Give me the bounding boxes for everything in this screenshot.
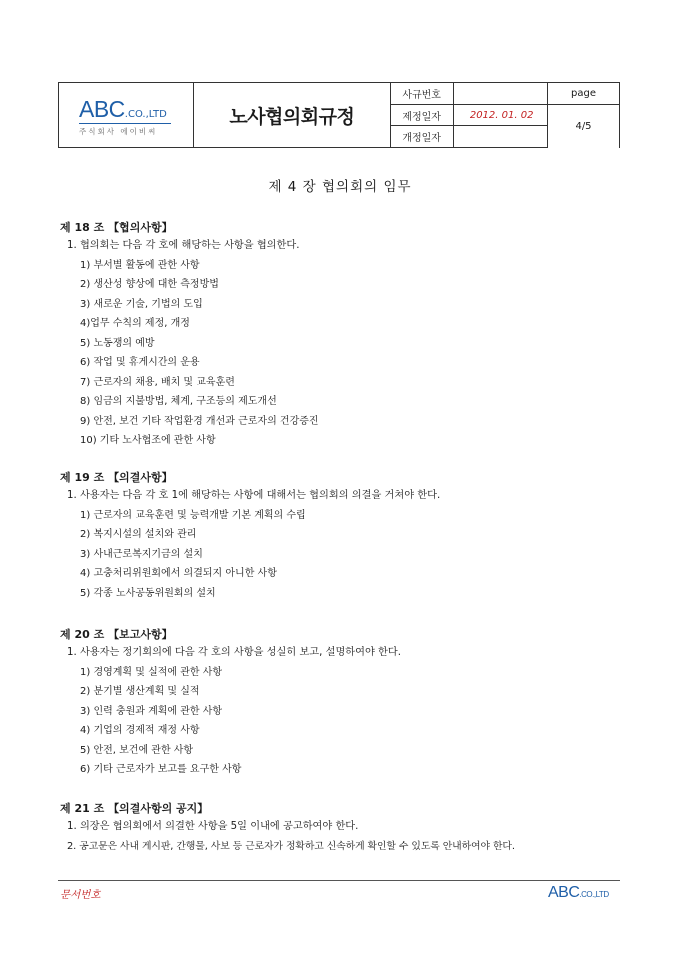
list-item: 4) 고충처리위원회에서 의결되지 아니한 사항 [80,568,277,579]
chapter-title: 제 4 장 협의회의 임무 [268,179,412,195]
page-number: 4/5 [548,105,619,148]
article-clause: 1. 의장은 협의회에서 의결한 사항을 5일 이내에 공고하여야 한다. [67,821,359,832]
list-item: 9) 안전, 보건 기타 작업환경 개선과 근로자의 건강증진 [80,415,319,427]
list-item: 3) 사내근로복지기금의 설치 [80,548,203,560]
logo-cell [59,83,194,147]
page-column [547,83,619,147]
document-title: 노사협의회규정 [229,105,355,128]
article-clause: 1. 사용자는 다음 각 호 1에 해당하는 사항에 대해서는 협의회의 의결을 거쳐야 한다. [67,490,441,501]
article-18 [60,220,640,451]
meta-value [454,126,551,147]
article-20 [60,627,640,780]
list-item: 3) 새로운 기술, 기법의 도입 [80,298,203,310]
article-heading [60,801,640,817]
article-name: 【의결사항의 공지】 [108,802,209,815]
article-name: 【협의사항】 [108,221,173,234]
meta-value [454,83,551,104]
title-cell [194,83,391,147]
meta-label: 사규번호 [391,83,454,104]
list-item: 1) 경영계획 및 실적에 관한 사항 [80,666,223,678]
list-item: 8) 임금의 지불방법, 체계, 구조등의 제도개선 [80,396,277,407]
footer-logo [548,884,609,902]
list-item: 6) 기타 근로자가 보고를 요구한 사항 [80,764,242,775]
established-date: 2012. 01. 02 [454,105,551,126]
list-item: 5) 안전, 보건에 관한 사항 [80,744,194,756]
logo-main-text: ABC [79,96,125,122]
article-number: 제 21 조 [60,802,105,815]
article-21 [60,801,640,856]
list-item: 5) 노동쟁의 예방 [80,337,155,349]
article-19 [60,470,640,603]
list-item: 7) 근로자의 채용, 배치 및 교육훈련 [80,376,235,388]
list-item: 2) 복지시설의 설치와 관리 [80,529,197,540]
article-number: 제 20 조 [60,628,105,641]
article-heading [60,220,640,236]
article-number: 제 19 조 [60,471,105,484]
list-item: 1) 근로자의 교육훈련 및 능력개발 기본 계획의 수립 [80,509,306,521]
list-item: 4) 기업의 경제적 재정 사항 [80,725,200,736]
article-number: 제 18 조 [60,221,105,234]
list-item: 2) 생산성 향상에 대한 측정방법 [80,279,219,290]
meta-label: 제정일자 [391,105,454,126]
list-item: 10) 기타 노사협조에 관한 사항 [80,435,216,446]
list-item: 2) 분기별 생산계획 및 실적 [80,686,200,697]
document-header [58,82,620,148]
company-logo [79,98,179,137]
list-item: 3) 인력 충원과 계획에 관한 사항 [80,705,223,717]
article-heading [60,470,640,486]
article-clause: 1. 협의회는 다음 각 호에 해당하는 사항을 협의한다. [67,240,300,251]
article-clause: 1. 사용자는 정기회의에 다음 각 호의 사항을 성실히 보고, 설명하여야 한다. [67,647,401,658]
meta-label: 개정일자 [391,126,454,147]
article-name: 【의결사항】 [108,471,173,484]
article-name: 【보고사항】 [108,628,173,641]
footer-logo-main: ABC [548,884,580,901]
list-item: 1) 부서별 활동에 관한 사항 [80,259,200,271]
list-item: 6) 작업 및 휴게시간의 운용 [80,357,200,368]
footer-divider [58,880,620,881]
document-number-label: 문서번호 [60,889,101,901]
list-item: 4)업무 수칙의 제정, 개정 [80,318,190,329]
footer-logo-suffix: .CO.,LTD [579,890,609,899]
logo-korean-name: 주식회사 에이비씨 [79,127,158,136]
list-item: 5) 각종 노사공동위원회의 설치 [80,587,216,599]
meta-table [391,83,619,147]
page-label: page [548,83,619,105]
logo-underline [79,123,171,124]
logo-suffix-text: .CO.,LTD [124,109,167,120]
article-clause: 2. 공고문은 사내 게시판, 간행물, 사보 등 근로자가 정확하고 신속하게 확인할 수 있도록 안내하여야 한다. [67,840,515,852]
article-heading [60,627,640,643]
